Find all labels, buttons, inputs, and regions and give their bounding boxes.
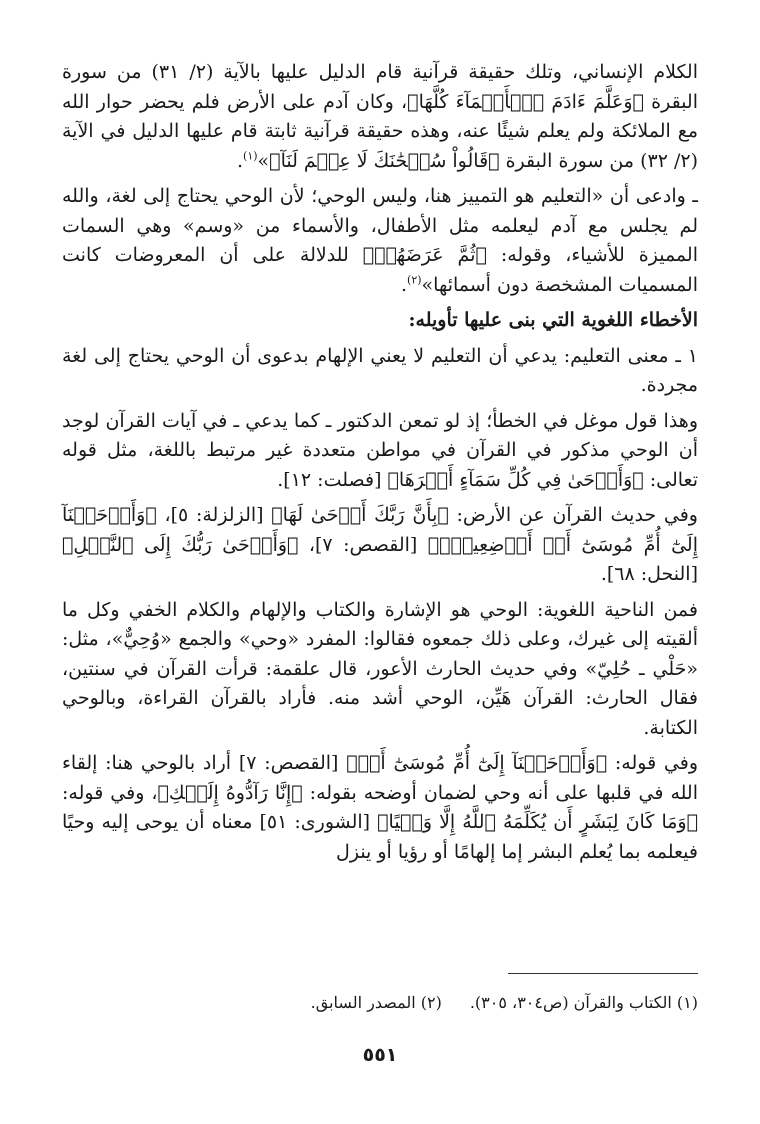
footnote-ref-1: (١): [243, 149, 258, 163]
paragraph-2-text: ـ وادعى أن «التعليم هو التمييز هنا، وليس الوحي؛ لأن الوحي يحتاج إلى لغة، والله لم يجلس مع آدم ليعلمه مثل الأطفال، والأسماء من «وسم» وهي السمات المميزة للأشياء، وقوله: ﴿ثُمَّ عَرَضَهُمۡ﴾ للدلالة على أن المعروضات كانت المسميات المشخصة دون أسمائها»: [62, 185, 698, 296]
footnotes: [62, 992, 698, 1014]
footnote-1: (١) الكتاب والقرآن (ص٣٠٤، ٣٠٥).: [469, 993, 698, 1012]
section-heading: الأخطاء اللغوية التي بنى عليها تأويله:: [408, 309, 698, 331]
page-body: [62, 58, 698, 1124]
paragraph-5: وفي حديث القرآن عن الأرض: ﴿بِأَنَّ رَبَّكَ أَوۡحَىٰ لَهَا﴾ [الزلزلة: ٥]، ﴿وَأَوۡحَيۡنَآ إِلَىٰٓ أُمِّ مُوسَىٰٓ أَنۡ أَرۡضِعِيهِۖ﴾ [القصص: ٧]، ﴿وَأَوۡحَىٰ رَبُّكَ إِلَى ٱلنَّحۡلِ﴾ [النحل: ٦٨].: [62, 504, 698, 585]
paragraph-1-end: .: [236, 149, 244, 172]
paragraph-1: [62, 58, 698, 176]
paragraph-2-end: .: [400, 273, 408, 296]
paragraph-1-text: الكلام الإنساني، وتلك حقيقة قرآنية قام الدليل عليها بالآية (٢/ ٣١) من سورة البقرة ﴿وَعَلَّمَ ءَادَمَ ٱلۡأَسۡمَآءَ كُلَّهَا﴾، وكان آدم على الأرض فلم يحضر حوار الله مع الملائكة ولم يعلم شيئًا عنه، وهذه حقيقة قرآنية ثابتة قام عليها الدليل في الآية (٢/ ٣٢) من سورة البقرة ﴿قَالُواْ سُبۡحَٰنَكَ لَا عِلۡمَ لَنَآ﴾»: [62, 61, 698, 172]
paragraph-7: وفي قوله: ﴿وَأَوۡحَيۡنَآ إِلَىٰٓ أُمِّ مُوسَىٰٓ أَنۡ﴾ [القصص: ٧] أراد بالوحي هنا: إلقاء الله في قلبها على أنه وحي لضمان أوضحه بقوله: ﴿إِنَّا رَآدُّوهُ إِلَيۡكِ﴾، وفي قوله: ﴿وَمَا كَانَ لِبَشَرٍ أَن يُكَلِّمَهُ ٱللَّهُ إِلَّا وَحۡيًا﴾ [الشورى: ٥١] معناه أن يوحى إليه وحيًا فيعلمه بما يُعلم البشر إما إلهامًا أو رؤيا أو ينزل: [62, 752, 699, 863]
footnote-ref-2: (٢): [407, 273, 422, 287]
paragraph-6: فمن الناحية اللغوية: الوحي هو الإشارة والكتاب والإلهام والكلام الخفي وكل ما ألقيته إلى غيرك، وعلى ذلك جمعوه فقالوا: المفرد «وحي» والجمع «وُحِيٌّ»، مثل: «حَلْي ـ حُلِيّ» وفي حديث الحارث الأعور، قال علقمة: قرأت القرآن في سنتين، فقال الحارث: القرآن هَيِّن، الوحي أشد منه. فأراد بالقرآن القراءة، وبالوحي الكتابة.: [62, 598, 698, 739]
footnote-divider: [508, 973, 698, 974]
paragraph-2: [62, 182, 698, 300]
paragraph-3: ١ ـ معنى التعليم: يدعي أن التعليم لا يعني الإلهام بدعوى أن الوحي يحتاج إلى لغة مجردة.: [62, 344, 698, 396]
paragraph-4: وهذا قول موغل في الخطأ؛ إذ لو تمعن الدكتور ـ كما يدعي ـ في آيات القرآن لوجد أن الوحي مذكور في القرآن في مواطن متعددة غير مرتبط باللغة، مثل قوله تعالى: ﴿وَأَوۡحَىٰ فِي كُلِّ سَمَآءٍ أَمۡرَهَا﴾ [فصلت: ١٢].: [62, 409, 698, 491]
footnote-2: (٢) المصدر السابق.: [310, 993, 442, 1012]
page-number: ٥٥١: [362, 1044, 398, 1066]
